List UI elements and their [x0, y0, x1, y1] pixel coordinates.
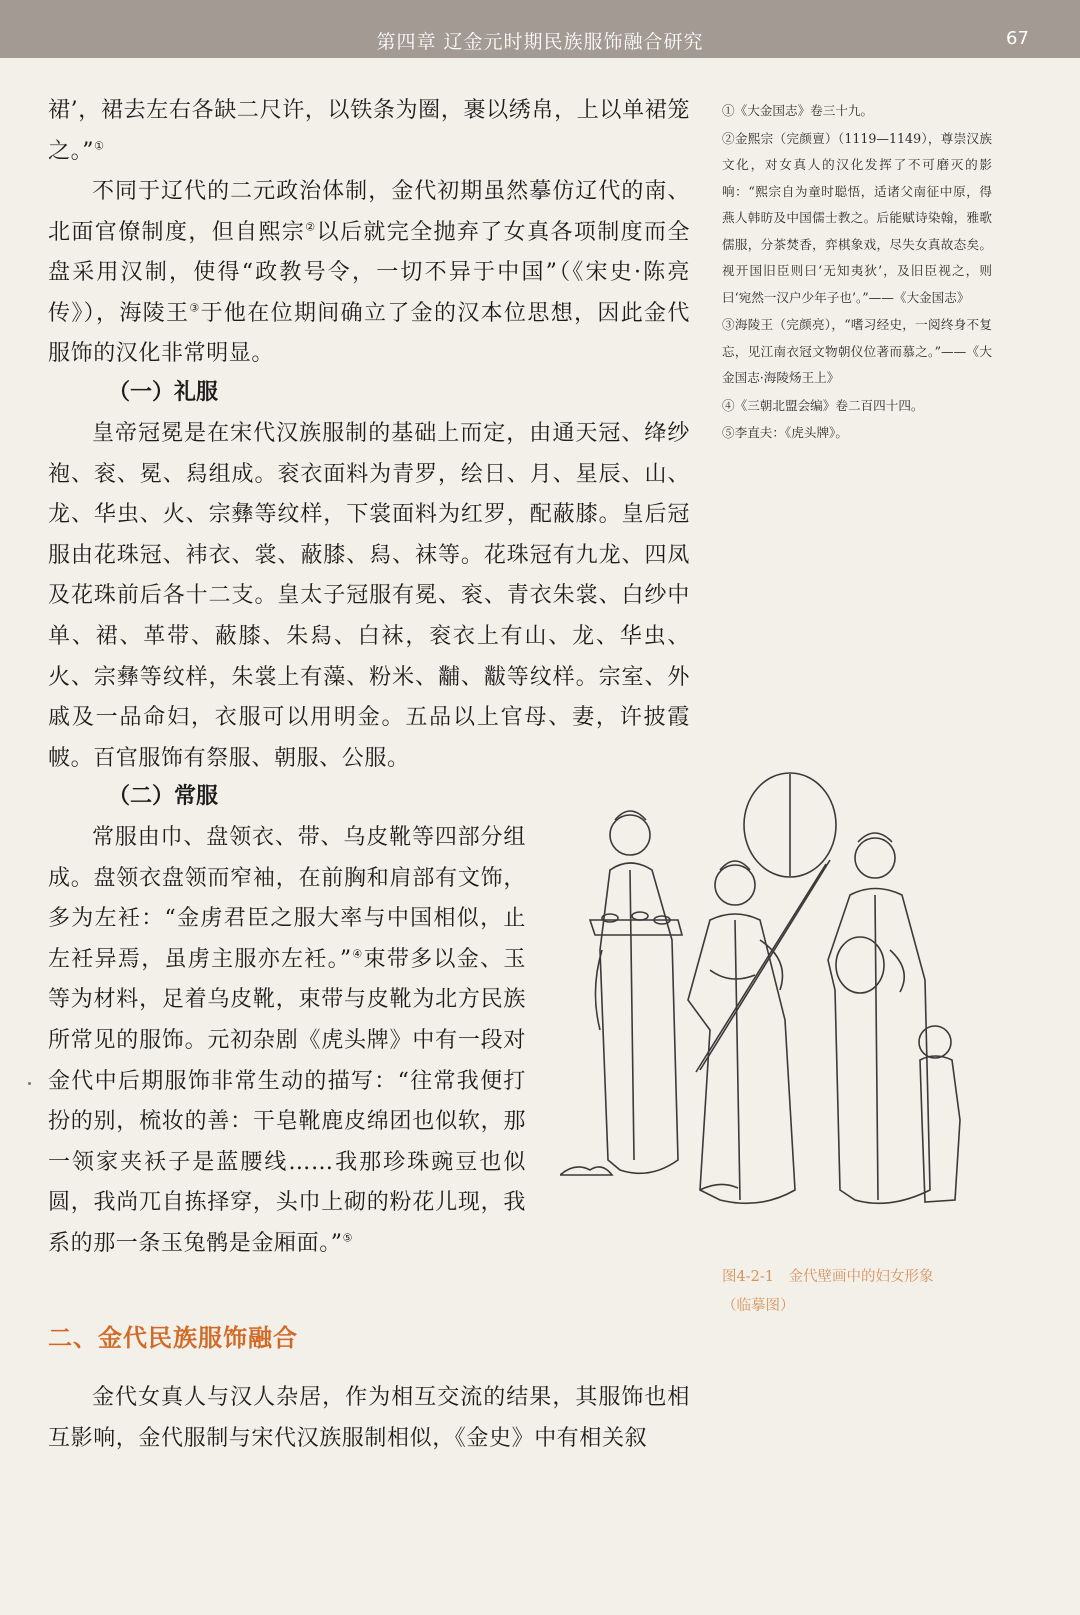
speck-mark [28, 1082, 31, 1085]
paragraph-4 [48, 818, 526, 1265]
woman-with-tray-figure [590, 811, 682, 1173]
figure-caption [722, 1263, 1022, 1321]
subheading-ceremonial-dress: （一）礼服 [108, 379, 219, 405]
woman-with-mirror-figure [828, 833, 930, 1203]
paragraph-1-text: 裙’，裙去左右各缺二尺许，以铁条为圈，裹以绣帛，上以单裙笼之。” [48, 98, 690, 164]
woman-with-fan-figure [688, 861, 795, 1203]
round-fan-icon [696, 773, 836, 1072]
figure-caption-line-1: 图4-2-1 金代壁画中的妇女形象 [722, 1269, 934, 1285]
footnote-ref-3[interactable]: ③ [189, 301, 201, 315]
footnote-ref-5[interactable]: ⑤ [342, 1231, 354, 1245]
figure-caption-line-2: （临摹图） [722, 1298, 795, 1314]
paragraph-1 [48, 91, 690, 172]
paragraph-2-text-c: 于他在位期间确立了金的汉本位思想，因此金代服饰的汉化非常明显。 [48, 300, 690, 367]
paragraph-2-text-b: 以后就完全抛弃了女真各项制度而全盘采用汉制，使得“政教号令，一切不异于中国”（《宋史·陈亮传》），海陵王 [48, 219, 691, 326]
footnote-4: ④《三朝北盟会编》卷二百四十四。 [722, 397, 924, 413]
child-figure [919, 1026, 960, 1202]
footnote-ref-1[interactable]: ① [94, 139, 105, 153]
footnote-5: ⑤李直夫：《虎头牌》。 [722, 425, 848, 440]
paragraph-2-text-a: 不同于辽代的二元政治体制，金代初期虽然摹仿辽代的南、北面官僚制度，但自熙宗 [48, 179, 690, 245]
paragraph-4-text-a: 常服由巾、盘领衣、带、乌皮靴等四部分组成。盘领衣盘领而窄袖，在前胸和肩部有文饰，多为左衽：“金虏君臣之服大率与中国相似，止左衽异焉，虽虏主服亦左衽。” [48, 825, 526, 972]
page-number: 67 [1006, 28, 1029, 49]
footnote-ref-2[interactable]: ② [305, 220, 317, 234]
footnote-3: ③海陵王（完颜亮），“嗜习经史，一阅终身不复忘，见江南衣冠文物朝仪位著而慕之。”——《大金国志·海陵炀王上》 [722, 317, 992, 385]
paragraph-5: 金代女真人与汉人杂居，作为相互交流的结果，其服饰也相互影响，金代服制与宋代汉族服制相似，《金史》中有相关叙 [48, 1385, 690, 1451]
footnotes [722, 98, 992, 448]
mural-women-illustration [560, 770, 990, 1230]
section-heading: 二、金代民族服饰融合 [48, 1323, 298, 1352]
ground-rocks [560, 1167, 738, 1190]
footnote-2: ②金熙宗（完颜亶）（1119—1149），尊崇汉族文化，对女真人的汉化发挥了不可磨灭的影响：“熙宗自为童时聪悟，适诸父南征中原，得燕人韩昉及中国儒士教之。后能赋诗染翰，雅歌儒服，分茶焚香，弈棋象戏，尽失女真故态矣。视开国旧臣则曰‘无知夷狄’，及旧臣视之，则曰‘宛然一汉户少年子也’。”——《大金国志》 [722, 130, 992, 305]
paragraph-4-text-b: 束带多以金、玉等为材料，足着乌皮靴，束带与皮靴为北方民族所常见的服饰。元初杂剧《虎头牌》中有一段对金代中后期服饰非常生动的描写：“往常我便打扮的别，梳妆的善：干皂靴鹿皮绵团也似软，那一领家夹袄子是蓝腰线……我那珍珠豌豆也似圆，我尚兀自拣择穿，头巾上砌的粉花儿现，我系的那一条玉兔鹘是金厢面。” [48, 946, 526, 1256]
footnote-ref-4[interactable]: ④ [351, 947, 364, 961]
running-header-title: 第四章 辽金元时期民族服饰融合研究 [376, 31, 704, 53]
footnote-1: ①《大金国志》卷三十九。 [722, 103, 874, 118]
paragraph-3: 皇帝冠冕是在宋代汉族服制的基础上而定，由通天冠、绛纱袍、衮、冕、舄组成。衮衣面料为青罗，绘日、月、星辰、山、龙、华虫、火、宗彝等纹样，下裳面料为红罗，配蔽膝。皇后冠服由花珠冠、袆衣、裳、蔽膝、舄、袜等。花珠冠有九龙、四凤及花珠前后各十二支。皇太子冠服有冕、衮、青衣朱裳、白纱中单、裙、革带、蔽膝、朱舄、白袜，衮衣上有山、龙、华虫、火、宗彝等纹样，朱裳上有藻、粉米、黼、黻等纹样。宗室、外戚及一品命妇，衣服可以用明金。五品以上官母、妻，许披霞帔。百官服饰有祭服、朝服、公服。 [48, 421, 690, 771]
subheading-daily-dress: （二）常服 [108, 783, 219, 809]
paragraph-2 [48, 172, 690, 375]
